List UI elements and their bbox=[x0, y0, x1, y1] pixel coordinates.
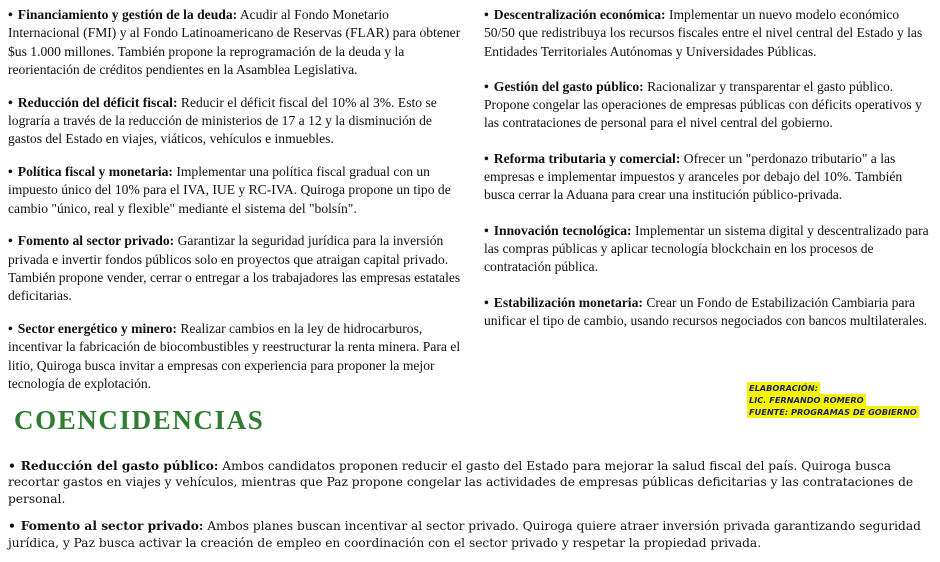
credit-line: FUENTE: PROGRAMAS DE GOBIERNO bbox=[749, 407, 917, 417]
bullet: • bbox=[8, 233, 13, 249]
item-text: Reducir el déficit fiscal del 10% al 3%. Esto se lograría a través de la reducción de ministerios de 17 a 12 y la disminución de gastos del Estado en viajes, viáticos, vehículos e inmuebles. bbox=[8, 94, 437, 147]
bullet: • bbox=[484, 150, 489, 166]
item-text: Realizar cambios en la ley de hidrocarburos, incentivar la fabricación de biocombustibles y reestructurar la renta minera. Para el litio, Quiroga busca invitar a empresas con experiencia para proponer la mejor tecnología de explotación. bbox=[8, 321, 461, 392]
item-title: Descentralización económica: bbox=[493, 7, 666, 22]
item-title: Política fiscal y monetaria: bbox=[17, 164, 173, 180]
coincidences-heading: COENCIDENCIAS bbox=[14, 405, 265, 435]
item-title: Reducción del déficit fiscal: bbox=[17, 94, 178, 110]
bullet: • bbox=[484, 294, 489, 310]
proposal-item bbox=[8, 320, 463, 393]
proposal-item bbox=[484, 150, 932, 205]
proposal-item bbox=[8, 6, 463, 79]
proposal-item bbox=[484, 294, 932, 331]
proposal-item bbox=[8, 163, 463, 218]
item-text: Crear un Fondo de Estabilización Cambiaria para unificar el tipo de cambio, usando recursos negociados con bancos multilaterales. bbox=[484, 294, 928, 328]
bullet: • bbox=[8, 459, 16, 473]
bullet: • bbox=[484, 222, 489, 238]
item-text: Ofrecer un "perdonazo tributario" a las empresas e implementar impuestos y aranceles por debajo del 10%. También busca cerrar la Aduana para crear una institución público-privada. bbox=[484, 150, 903, 203]
bullet: • bbox=[8, 164, 13, 180]
right-column bbox=[484, 0, 932, 347]
credit-line: ELABORACIÓN: bbox=[749, 383, 818, 393]
item-title: Estabilización monetaria: bbox=[493, 294, 643, 310]
proposal-item bbox=[484, 6, 932, 61]
item-title: Fomento al sector privado: bbox=[20, 519, 204, 534]
coincidences-section bbox=[8, 458, 932, 562]
item-text: Acudir al Fondo Monetario Internacional (FMI) y al Fondo Latinoamericano de Reservas (FLAR) para obtener $us 1.000 millones. También propone la reprogramación de la deuda y la reorientación de créditos pendientes en la Asamblea Legislativa. bbox=[8, 7, 461, 77]
bullet: • bbox=[8, 321, 13, 337]
item-text: Garantizar la seguridad jurídica para la inversión privada e invertir fondos públicos solo en proyectos que atraigan capital privado. También propone vender, cerrar o entregar a los trabajadores las empresas estatales deficitarias. bbox=[8, 233, 461, 304]
item-text: Ambos planes buscan incentivar al sector privado. Quiroga quiere atraer inversión privada garantizando seguridad jurídica, y Paz busca activar la creación de empleo en coordinación con el sector privado y respetar la propiedad privada. bbox=[8, 519, 921, 550]
item-title: Innovación tecnológica: bbox=[493, 222, 632, 238]
item-title: Gestión del gasto público: bbox=[493, 78, 644, 94]
proposal-item bbox=[8, 94, 463, 149]
coincidence-item bbox=[8, 518, 932, 551]
item-text: Ambos candidatos proponen reducir el gasto del Estado para mejorar la salud fiscal del país. Quiroga busca recortar gastos en viajes y vehículos, mientras que Paz propone congelar las actividades de empresas públicas deficitarias y las contrataciones de personal. bbox=[8, 459, 914, 506]
item-text: Racionalizar y transparentar el gasto público. Propone congelar las operaciones de empresas públicas con déficits operativos y las contrataciones de personal para el nivel central del gobierno. bbox=[484, 78, 922, 131]
credit-line: LIC. FERNANDO ROMERO bbox=[749, 395, 864, 405]
proposal-item bbox=[484, 78, 932, 133]
proposal-item bbox=[8, 232, 463, 305]
item-title: Fomento al sector privado: bbox=[17, 233, 175, 249]
bullet: • bbox=[484, 7, 489, 22]
item-text: Implementar una política fiscal gradual con un impuesto único del 10% para el IVA, IUE y RC-IVA. Quiroga propone un tipo de cambio "único, real y flexible" mediante el sistema del "bolsín". bbox=[8, 164, 451, 216]
item-text: Implementar un nuevo modelo económico 50/50 que redistribuya los recursos fiscales entre el nivel central del Estado y las Entidades Territoriales Autónomas y Universidades Públicas. bbox=[484, 7, 923, 59]
left-column bbox=[8, 0, 463, 408]
item-title: Sector energético y minero: bbox=[17, 321, 177, 337]
credits-box bbox=[747, 382, 919, 418]
proposal-item bbox=[484, 222, 932, 277]
coincidence-item bbox=[8, 458, 932, 507]
item-title: Reforma tributaria y comercial: bbox=[493, 150, 681, 166]
item-title: Reducción del gasto público: bbox=[20, 459, 219, 473]
bullet: • bbox=[8, 519, 16, 534]
bullet: • bbox=[8, 94, 13, 110]
item-title: Financiamiento y gestión de la deuda: bbox=[17, 7, 238, 22]
bullet: • bbox=[484, 78, 489, 94]
item-text: Implementar un sistema digital y descentralizado para las compras públicas y aplicar tecnología blockchain en los procesos de contratación pública. bbox=[484, 222, 929, 275]
bullet: • bbox=[8, 7, 13, 22]
